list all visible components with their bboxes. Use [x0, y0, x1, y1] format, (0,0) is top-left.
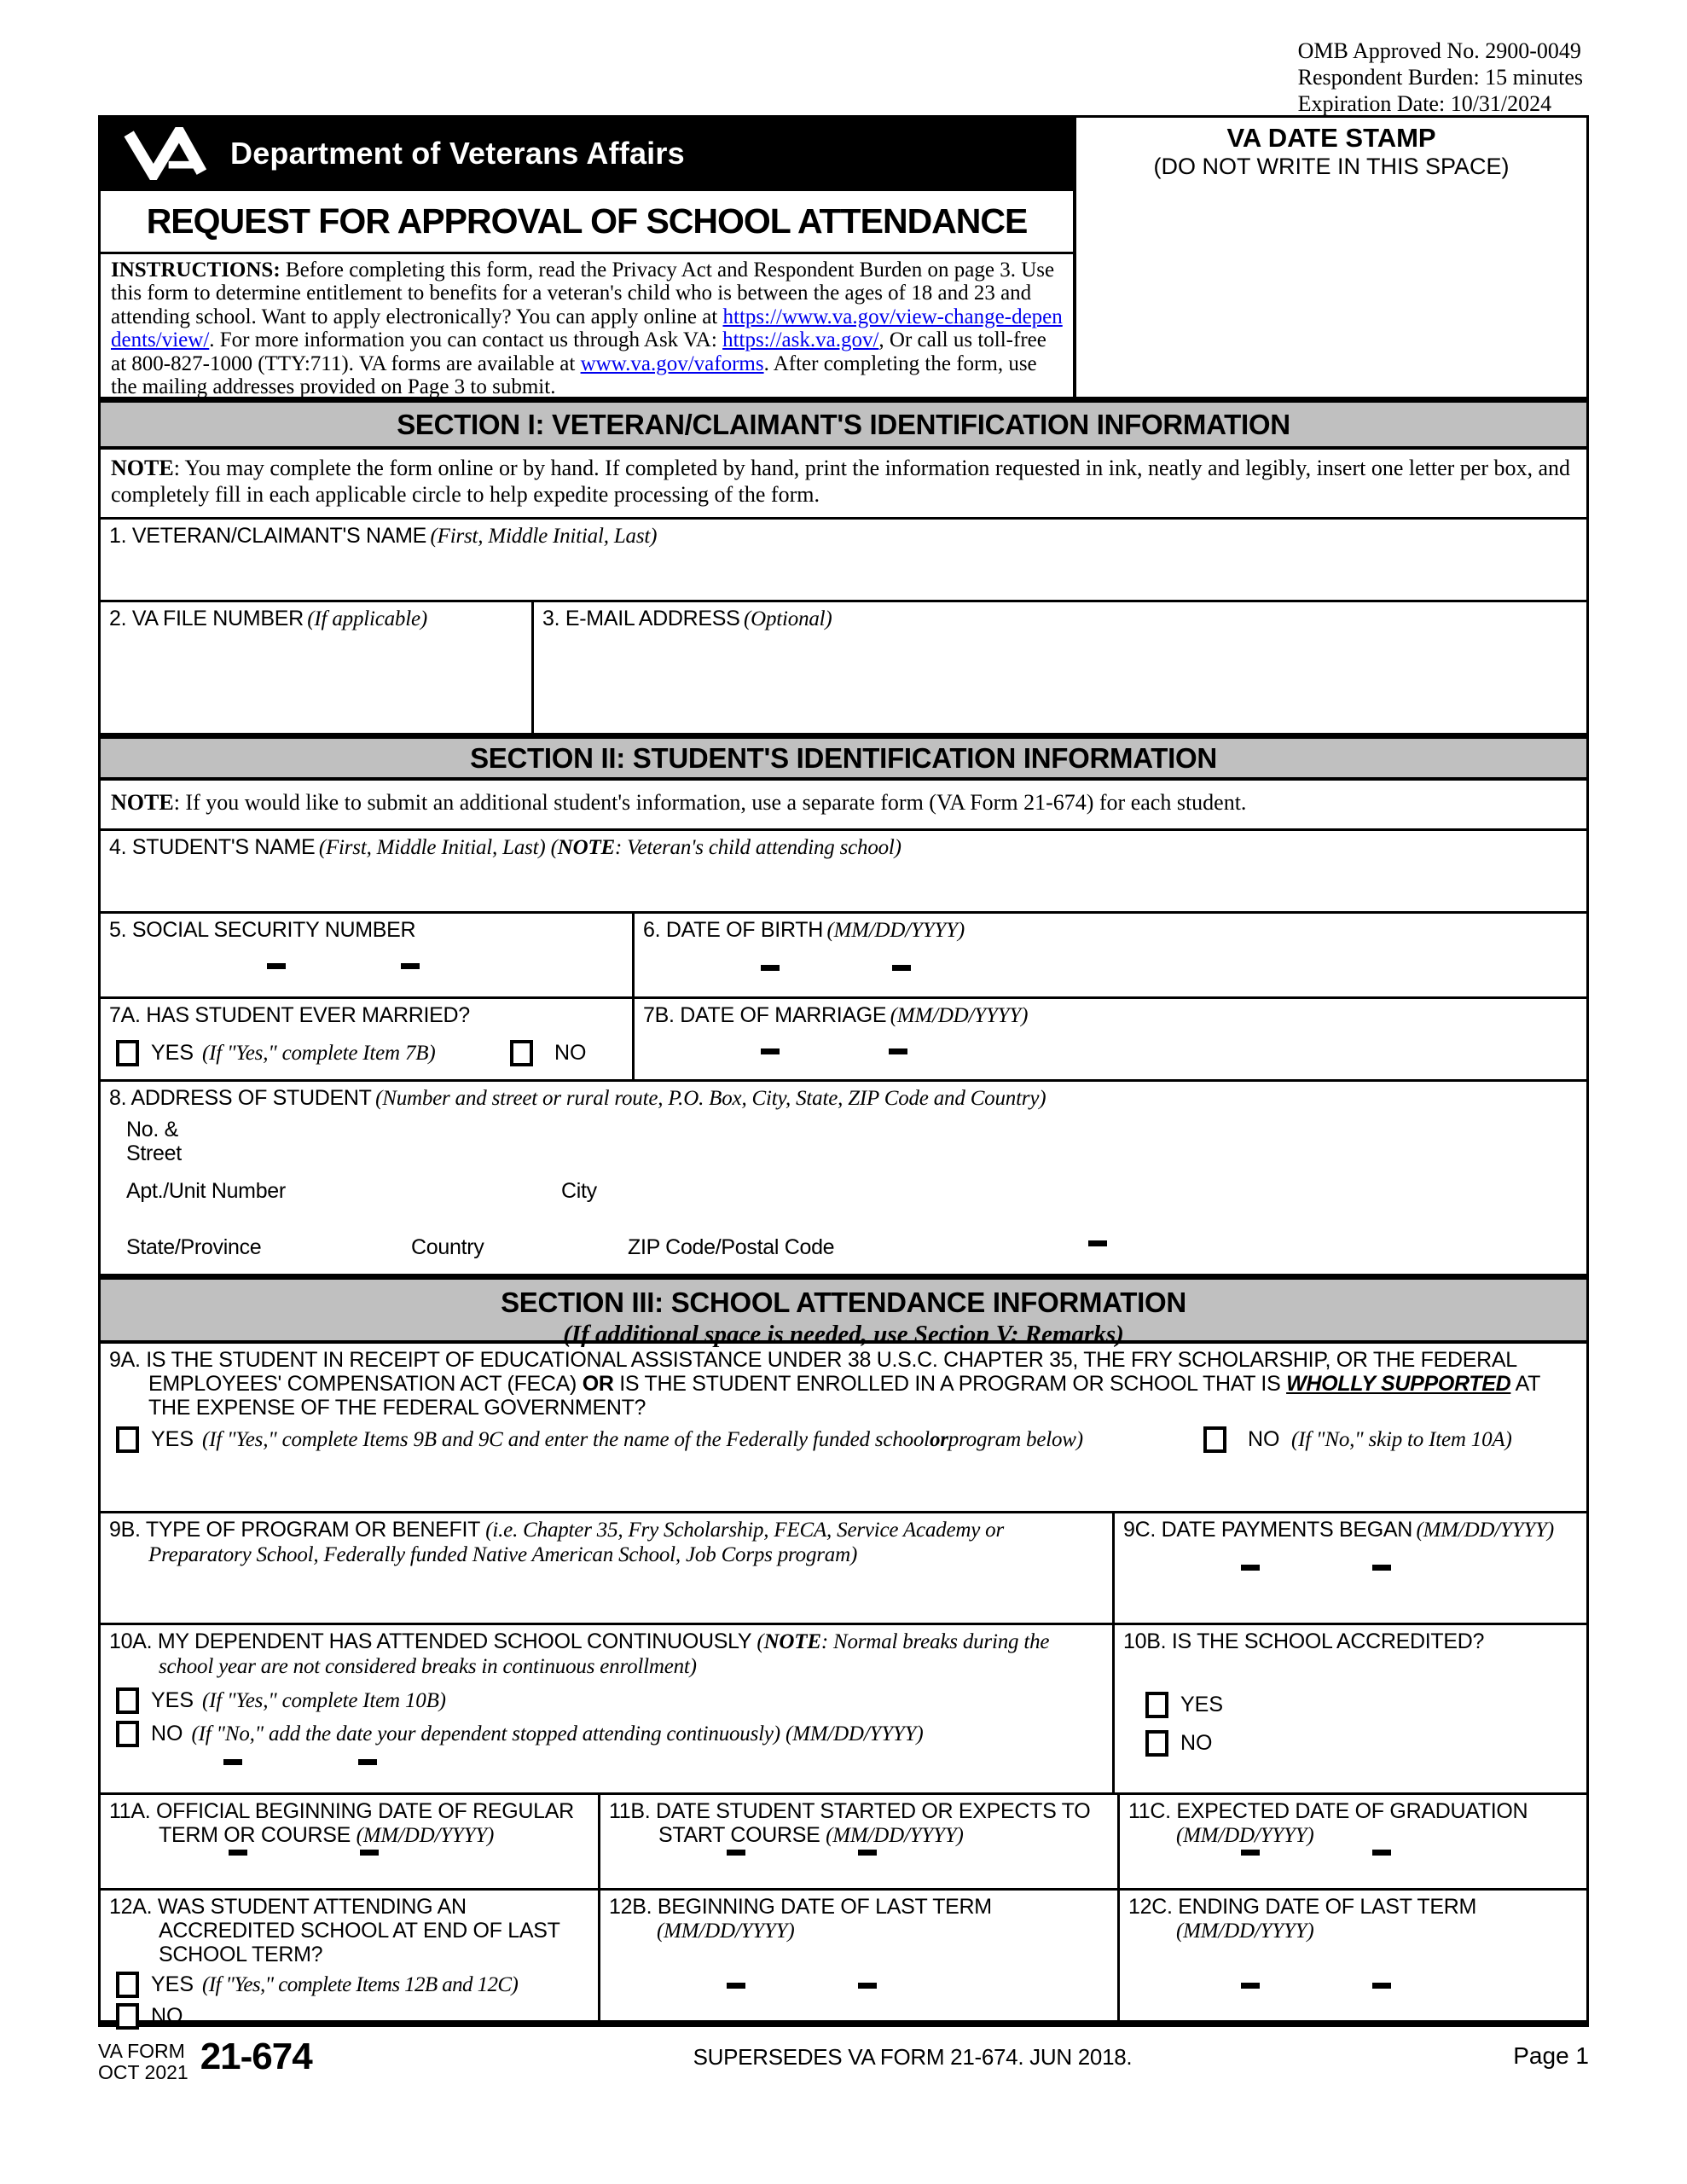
field9b-hint: (i.e. Chapter 35, Fry Scholarship, FECA, Service Academy or Preparatory School, Federally funded Native American School, Job Corps program) — [148, 1519, 1005, 1566]
date-dash — [892, 965, 911, 971]
field4-label: 4. STUDENT'S NAME — [109, 835, 316, 859]
field12a-yes-checkbox[interactable] — [116, 1972, 139, 1998]
field7a-yes-checkbox[interactable] — [116, 1040, 139, 1066]
field2-3-row — [101, 600, 1586, 733]
section2-header — [101, 733, 1586, 781]
field8-label: 8. ADDRESS OF STUDENT — [109, 1086, 372, 1110]
field9a-no-checkbox[interactable] — [1203, 1426, 1226, 1453]
agency-name: Department of Veterans Affairs — [230, 135, 685, 171]
field10a-note-word: NOTE — [763, 1630, 821, 1653]
date-dash — [1241, 1850, 1260, 1856]
date-dash — [1241, 1565, 1260, 1571]
address-state-label: State/Province — [126, 1235, 262, 1259]
field1-label: 1. VETERAN/CLAIMANT'S NAME — [109, 524, 427, 548]
date-dash — [358, 1759, 377, 1765]
field9c-hint: (MM/DD/YYYY) — [1416, 1519, 1554, 1542]
field10a-hint: : Normal breaks during the school year are not considered breaks in continuous enrollment) — [159, 1630, 1050, 1678]
field5-6-row — [101, 911, 1586, 996]
field6-hint: (MM/DD/YYYY) — [826, 919, 965, 942]
field7b-label: 7B. DATE OF MARRIAGE — [643, 1003, 887, 1027]
field10a-label: 10A. MY DEPENDENT HAS ATTENDED SCHOOL CONTINUOUSLY — [109, 1629, 757, 1653]
field10a-no-hint: (If "No," add the date your dependent stopped attending continuously) (MM/DD/YYYY) — [191, 1722, 924, 1745]
va-header-bar — [101, 118, 1073, 189]
section1-header — [101, 397, 1586, 450]
form-id-block — [98, 2041, 188, 2083]
note-text: : If you would like to submit an additional student's information, use a separate form (VA Form 21-674) for each student. — [173, 790, 1247, 815]
field10a-no-label: NO — [151, 1722, 183, 1745]
supersedes-note: SUPERSEDES VA FORM 21-674. JUN 2018. — [693, 2044, 1133, 2070]
field10b-no-checkbox[interactable] — [1145, 1730, 1168, 1757]
address-no-label: No. & — [126, 1118, 179, 1141]
date-dash — [1241, 1983, 1260, 1989]
field9bc-row — [101, 1511, 1586, 1623]
program-type-field[interactable] — [101, 1513, 1112, 1623]
instructions-text-3: , Or call us toll-free at 800-827-1000 (TTY:711). VA forms are available at — [111, 328, 1046, 375]
ssn-dash — [267, 963, 286, 969]
field7a-label: 7A. HAS STUDENT EVER MARRIED? — [109, 1003, 470, 1027]
omb-expiration: Expiration Date: 10/31/2024 — [1297, 91, 1552, 116]
field9a-number: 9A. — [109, 1348, 141, 1372]
section1-title: SECTION I: VETERAN/CLAIMANT'S IDENTIFICATION INFORMATION — [397, 408, 1290, 440]
field9a-yes-hint-or: or — [929, 1427, 948, 1451]
omb-block — [1298, 38, 1583, 117]
address-zip-label: ZIP Code/Postal Code — [628, 1235, 835, 1259]
section2-title: SECTION II: STUDENT'S IDENTIFICATION INFORMATION — [470, 741, 1217, 774]
field11b-label: 11B. DATE STUDENT STARTED OR EXPECTS TO START COURSE — [609, 1799, 1091, 1847]
field10a-yes-hint: (If "Yes," complete Item 10B) — [202, 1688, 446, 1712]
form-body — [98, 115, 1589, 2027]
field12a-cell — [101, 1891, 598, 2028]
field4-hint2: : Veteran's child attending school) — [615, 836, 901, 859]
field7b-hint: (MM/DD/YYYY) — [890, 1004, 1029, 1027]
field10b-yes-checkbox[interactable] — [1145, 1692, 1168, 1718]
field3-hint: (Optional) — [744, 607, 832, 630]
last-term-begin-date-field[interactable] — [598, 1891, 1117, 2020]
section3-title: SECTION III: SCHOOL ATTENDANCE INFORMATION — [501, 1287, 1186, 1318]
field11c-label: 11C. EXPECTED DATE OF GRADUATION — [1128, 1799, 1528, 1823]
field8-hint: (Number and street or rural route, P.O. Box, City, State, ZIP Code and Country) — [375, 1087, 1046, 1110]
field12a-no-label: NO — [151, 2004, 183, 2028]
field9a-cell[interactable] — [101, 1344, 1586, 1511]
field10-row — [101, 1623, 1586, 1792]
field11a-label: 11A. OFFICIAL BEGINNING DATE OF REGULAR TERM OR COURSE — [109, 1799, 574, 1847]
field7-row — [101, 996, 1586, 1079]
field9c-label: 9C. DATE PAYMENTS BEGAN — [1123, 1518, 1412, 1542]
field4-row — [101, 828, 1586, 911]
field12c-hint: (MM/DD/YYYY) — [1176, 1920, 1314, 1943]
date-dash — [727, 1983, 745, 1989]
field10a-cell — [101, 1625, 1112, 1792]
form-header — [101, 118, 1586, 397]
last-term-end-date-field[interactable] — [1117, 1891, 1586, 2020]
email-field[interactable] — [531, 602, 1586, 733]
va-date-stamp-box — [1073, 118, 1586, 397]
date-dash — [1372, 1565, 1391, 1571]
field10a-hint-open: ( — [757, 1630, 764, 1653]
date-stamp-subtitle: (DO NOT WRITE IN THIS SPACE) — [1153, 154, 1510, 179]
field7a-yes-label: YES — [151, 1041, 194, 1065]
instructions-label: INSTRUCTIONS: — [111, 258, 281, 282]
field12a-yes-label: YES — [151, 1972, 194, 1996]
graduation-date-field[interactable] — [1117, 1795, 1586, 1888]
field5-label: 5. SOCIAL SECURITY NUMBER — [109, 918, 416, 942]
section3-header — [101, 1274, 1586, 1348]
field2-hint: (If applicable) — [307, 607, 427, 630]
field9a-row — [101, 1344, 1586, 1511]
field12b-label: 12B. BEGINNING DATE OF LAST TERM — [609, 1895, 992, 1919]
field10b-label: 10B. IS THE SCHOOL ACCREDITED? — [1123, 1629, 1485, 1653]
field11c-hint: (MM/DD/YYYY) — [1176, 1824, 1314, 1847]
field9a-text-1: IS THE STUDENT IN RECEIPT OF EDUCATIONAL ASSISTANCE UNDER 38 U.S.C. CHAPTER 35, THE FRY SCHOLARSHIP, OR THE FEDERAL EMPLOYEES' COMPENSATION ACT (FECA) — [146, 1348, 1516, 1396]
field12b-hint: (MM/DD/YYYY) — [657, 1920, 795, 1943]
date-dash — [727, 1850, 745, 1856]
field9a-no-hint: (If "No," skip to Item 10A) — [1291, 1427, 1512, 1451]
field12a-yes-option — [116, 1972, 589, 1998]
section3-subtitle: (If additional space is needed, use Section V: Remarks) — [563, 1321, 1124, 1348]
field2-label: 2. VA FILE NUMBER — [109, 607, 304, 630]
omb-burden: Respondent Burden: 15 minutes — [1297, 65, 1583, 90]
address-country-label: Country — [411, 1235, 484, 1259]
date-stamp-title: VA DATE STAMP — [1226, 123, 1436, 153]
field12c-label: 12C. ENDING DATE OF LAST TERM — [1128, 1895, 1477, 1919]
form-date: OCT 2021 — [98, 2061, 188, 2083]
address-city-label: City — [561, 1179, 597, 1203]
date-payments-began-field[interactable] — [1112, 1513, 1586, 1623]
instructions-text-4: . After completing the form, use the mailing addresses provided on Page 3 to submit. — [111, 351, 1037, 399]
field10a-no-option — [116, 1721, 1104, 1747]
field7a-options — [116, 1040, 623, 1066]
date-dash — [889, 1048, 907, 1054]
field12a-no-option — [116, 2003, 589, 2030]
field10b-yes-option — [1145, 1692, 1578, 1718]
date-of-birth-field[interactable] — [632, 914, 1586, 996]
field9a-yes-checkbox[interactable] — [116, 1426, 139, 1453]
field12a-yes-hint: (If "Yes," complete Items 12B and 12C) — [202, 1972, 519, 1996]
instructions — [101, 252, 1073, 397]
field4-hint: (First, Middle Initial, Last) ( — [318, 836, 558, 859]
field10a-yes-option — [116, 1687, 1104, 1714]
ask-va-link[interactable]: https://ask.va.gov/ — [722, 328, 879, 352]
field11a-hint: (MM/DD/YYYY) — [356, 1824, 495, 1847]
field8-row — [101, 1079, 1586, 1274]
field1-row — [101, 517, 1586, 600]
student-name-field[interactable] — [101, 831, 1586, 911]
note-text: : You may complete the form online or by hand. If completed by hand, print the information requested in ink, neatly and legibly, insert one letter per box, and completely fill in each applicable circle to help expedite processing of the form. — [111, 456, 1571, 507]
note-label: NOTE — [111, 456, 174, 480]
omb-approved: OMB Approved No. 2900-0049 — [1297, 38, 1581, 63]
field7a-cell — [101, 999, 632, 1079]
zip-dash — [1088, 1240, 1107, 1246]
field11b-hint: (MM/DD/YYYY) — [826, 1824, 964, 1847]
field12-row — [101, 1888, 1586, 2028]
field7a-yes-hint: (If "Yes," complete Item 7B) — [202, 1041, 436, 1065]
field9a-text-3: AT THE EXPENSE OF THE FEDERAL GOVERNMENT? — [148, 1372, 1540, 1420]
va-form-label: VA FORM — [98, 2040, 185, 2062]
field10a-yes-label: YES — [151, 1688, 194, 1712]
form-title: REQUEST FOR APPROVAL OF SCHOOL ATTENDANCE — [101, 189, 1073, 252]
instructions-text-2: . For more information you can contact us through Ask VA: — [209, 328, 723, 352]
field7a-no-checkbox[interactable] — [510, 1040, 533, 1066]
field3-label: 3. E-MAIL ADDRESS — [542, 607, 740, 630]
field4-note-word: NOTE — [557, 836, 615, 859]
field10b-no-option — [1145, 1730, 1578, 1757]
field7a-no-label: NO — [554, 1041, 587, 1065]
va-file-number-field[interactable] — [101, 602, 531, 733]
form-footer — [98, 2036, 1589, 2083]
field9a-or: OR — [582, 1372, 614, 1396]
field10b-yes-label: YES — [1180, 1693, 1224, 1716]
address-apt-label: Apt./Unit Number — [126, 1179, 286, 1203]
field10a-no-checkbox[interactable] — [116, 1721, 139, 1747]
section2-note — [101, 781, 1586, 828]
va-logo-icon — [114, 127, 215, 180]
page-number: Page 1 — [1513, 2042, 1589, 2069]
date-dash — [858, 1983, 877, 1989]
field12a-no-checkbox[interactable] — [116, 2003, 139, 2030]
field9a-yes-label: YES — [151, 1427, 194, 1451]
field9b-label: 9B. TYPE OF PROGRAM OR BENEFIT — [109, 1518, 480, 1542]
field10b-no-label: NO — [1180, 1731, 1213, 1755]
date-dash — [360, 1850, 379, 1856]
field10a-yes-checkbox[interactable] — [116, 1687, 139, 1714]
field9a-yes-hint2: program below) — [948, 1427, 1083, 1451]
term-begin-date-field[interactable] — [101, 1795, 598, 1888]
address-street-label: Street — [126, 1141, 182, 1165]
ssn-field[interactable] — [101, 914, 632, 996]
field6-label: 6. DATE OF BIRTH — [643, 918, 823, 942]
veteran-name-field[interactable] — [101, 520, 1586, 600]
field9a-no-label: NO — [1248, 1427, 1280, 1451]
field9a-options — [116, 1426, 1578, 1453]
note-label: NOTE — [111, 790, 174, 815]
field9a-yes-hint: (If "Yes," complete Items 9B and 9C and enter the name of the Federally funded school — [202, 1427, 930, 1451]
course-start-date-field[interactable] — [598, 1795, 1117, 1888]
date-dash — [1372, 1850, 1391, 1856]
form-number: 21-674 — [200, 2036, 312, 2077]
field9a-wholly-supported: WHOLLY SUPPORTED — [1286, 1372, 1511, 1396]
field11-row — [101, 1792, 1586, 1888]
field1-hint: (First, Middle Initial, Last) — [430, 525, 658, 548]
date-dash — [229, 1850, 247, 1856]
field12a-label: 12A. WAS STUDENT ATTENDING AN ACCREDITED SCHOOL AT END OF LAST SCHOOL TERM? — [109, 1895, 560, 1966]
field9a-text-2: IS THE STUDENT ENROLLED IN A PROGRAM OR SCHOOL THAT IS — [613, 1372, 1287, 1396]
section1-note — [101, 450, 1586, 517]
date-dash — [1372, 1983, 1391, 1989]
date-dash — [761, 1048, 780, 1054]
date-dash — [858, 1850, 877, 1856]
student-address-field[interactable] — [101, 1082, 1586, 1274]
instructions-text-1: Before completing this form, read the Privacy Act and Respondent Burden on page 3. Use this form to determine entitlement to benefits for a veteran's child who is between the ages of 18 and 23 and attending school. Want to apply electronically? You can apply online at — [111, 258, 1055, 328]
date-dash — [223, 1759, 242, 1765]
field10b-cell — [1112, 1625, 1586, 1792]
date-dash — [761, 965, 780, 971]
date-of-marriage-field[interactable] — [632, 999, 1586, 1079]
ssn-dash — [401, 963, 420, 969]
apply-online-link[interactable]: https://www.va.gov/view-change-dependents/view/ — [111, 305, 1063, 352]
va-forms-link[interactable]: www.va.gov/vaforms — [580, 351, 764, 375]
